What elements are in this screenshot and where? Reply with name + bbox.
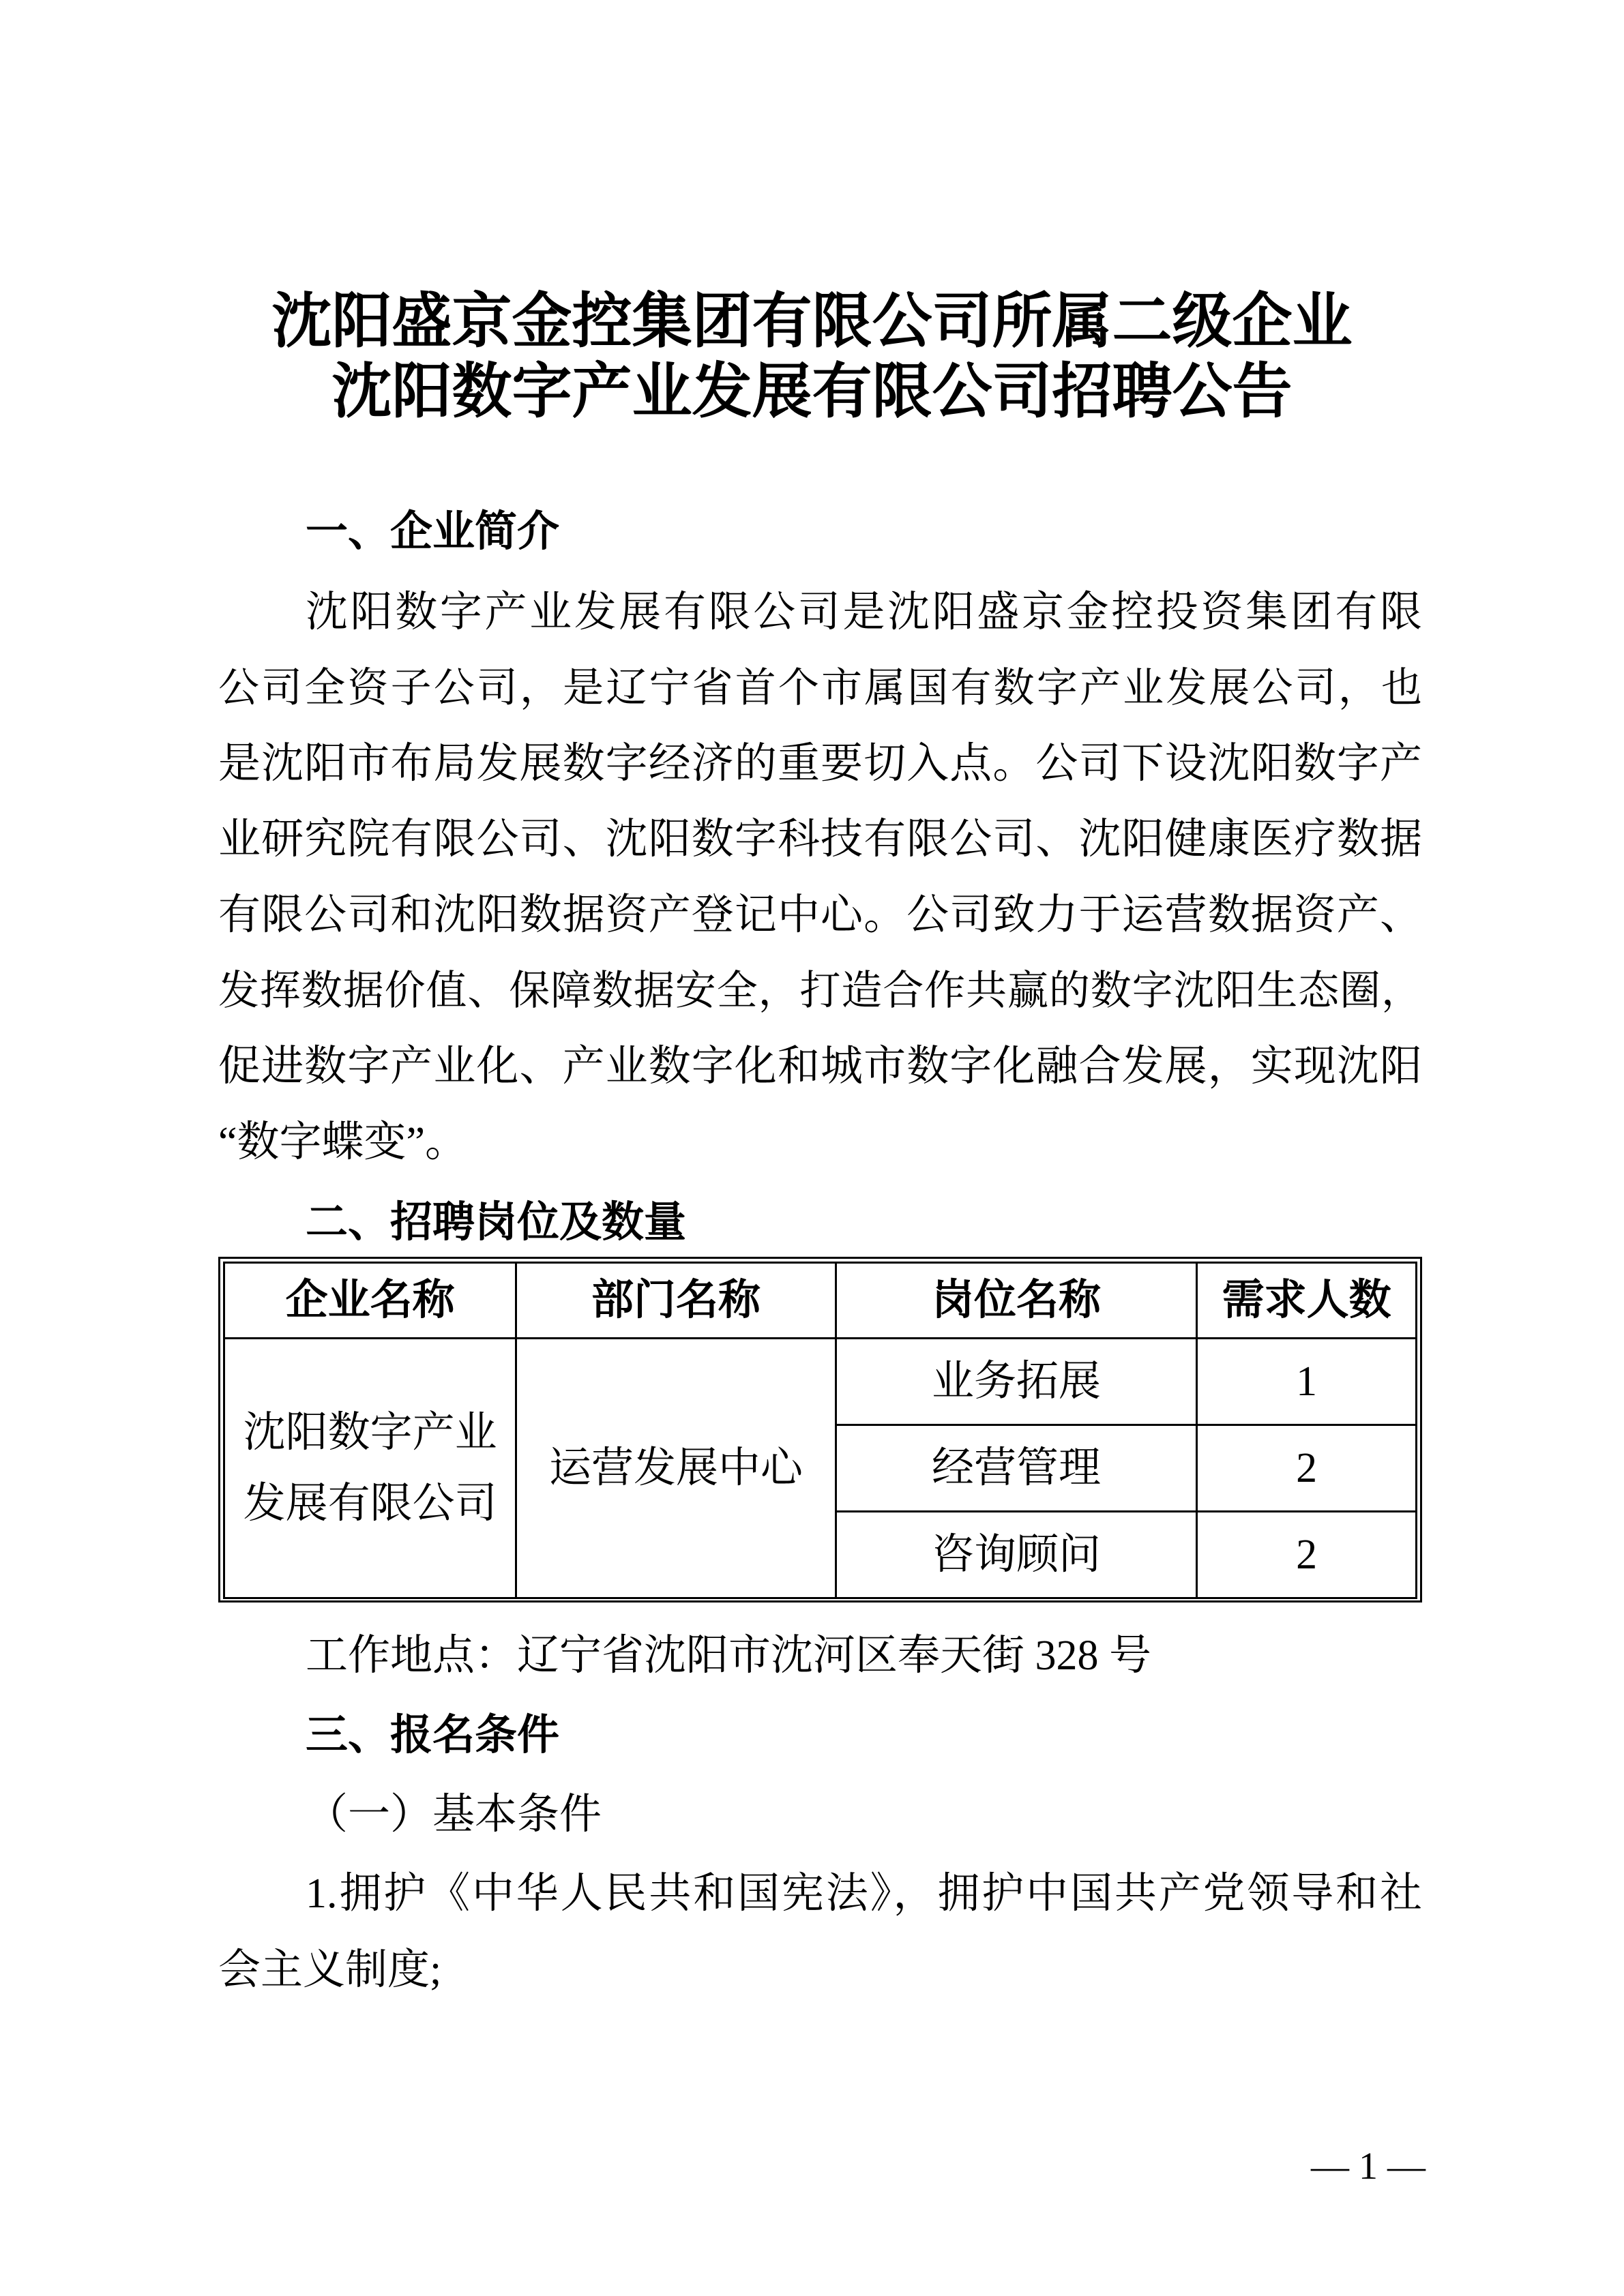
paragraph-line: 沈阳数字产业发展有限公司是沈阳盛京金控投资集团有限 [306,589,1422,636]
document-title-line-1: 沈阳盛京金控集团有限公司所属二级企业 [271,289,1353,355]
condition-line: 会主义制度; [218,1947,442,1993]
table-cell-headcount: 2 [1197,1425,1417,1512]
page-number: — 1 — [1311,2145,1426,2188]
table-row [224,1339,1417,1425]
table-header-company: 企业名称 [224,1263,516,1339]
paragraph-line: 发挥数据价值、保障数据安全，打造合作共赢的数字沈阳生态圈， [218,968,1422,1013]
subsection-heading-basic-conditions: （一）基本条件 [306,1791,602,1838]
table-header-row [224,1263,1417,1339]
section-heading-positions: 二、招聘岗位及数量 [306,1199,687,1246]
table-cell-position: 业务拓展 [836,1339,1197,1425]
section-heading-requirements: 三、报名条件 [306,1712,560,1759]
table-cell-company: 沈阳数字产业发展有限公司 [224,1339,516,1598]
document-title-line-2: 沈阳数字产业发展有限公司招聘公告 [331,359,1293,426]
paragraph-line: 公司全资子公司，是辽宁省首个市属国有数字产业发展公司，也 [218,666,1422,711]
paragraph-line: 是沈阳市布局发展数字经济的重要切入点。公司下设沈阳数字产 [218,741,1422,787]
table-cell-department: 运营发展中心 [516,1339,836,1598]
paragraph-line: 业研究院有限公司、沈阳数字科技有限公司、沈阳健康医疗数据 [218,816,1422,863]
table-cell-headcount: 2 [1197,1512,1417,1598]
table-header-headcount: 需求人数 [1197,1263,1417,1339]
table-header-department: 部门名称 [516,1263,836,1339]
condition-line: 1.拥护《中华人民共和国宪法》，拥护中国共产党领导和社 [306,1870,1422,1917]
paragraph-line: 有限公司和沈阳数据资产登记中心。公司致力于运营数据资产、 [218,892,1422,938]
paragraph-line: “数字蝶变”。 [218,1119,468,1165]
document-title [0,287,1624,428]
section-heading-company-intro: 一、企业简介 [306,508,560,555]
table-cell-headcount: 1 [1197,1339,1417,1425]
recruitment-table [218,1257,1422,1602]
table-header-position: 岗位名称 [836,1263,1197,1339]
work-location-line: 工作地点：辽宁省沈阳市沈河区奉天街 328 号 [306,1632,1152,1679]
paragraph-line: 促进数字产业化、产业数字化和城市数字化融合发展，实现沈阳 [218,1043,1422,1090]
table-cell-position: 咨询顾问 [836,1512,1197,1598]
table-cell-position: 经营管理 [836,1425,1197,1512]
